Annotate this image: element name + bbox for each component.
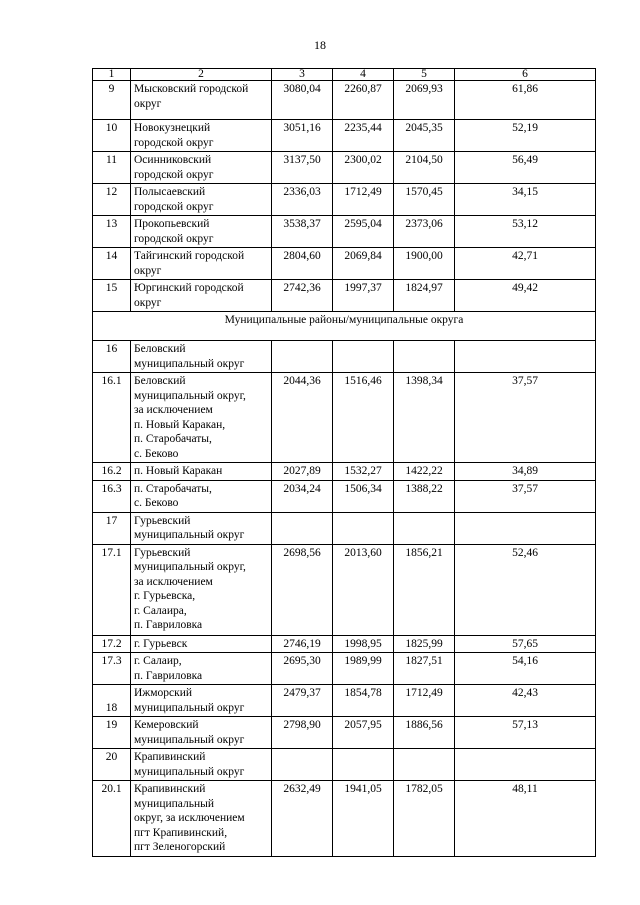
name-line: п. Старобачаты, bbox=[134, 433, 212, 445]
municipality-name-cell bbox=[131, 717, 272, 749]
municipality-name-cell bbox=[131, 216, 272, 248]
value-cell-col6: 57,13 bbox=[455, 717, 596, 749]
row-number-cell: 10 bbox=[93, 120, 131, 152]
value-cell-col6 bbox=[455, 749, 596, 781]
name-line: округ bbox=[134, 264, 162, 277]
name-line: Полысаевский bbox=[134, 186, 206, 198]
table-row bbox=[93, 749, 596, 781]
value-cell-col3 bbox=[272, 341, 333, 373]
name-line: муниципальный округ, bbox=[134, 561, 246, 573]
name-line: городской округ bbox=[134, 232, 214, 245]
name-line: г. Салаира, bbox=[134, 604, 187, 617]
value-cell-col4: 1532,27 bbox=[333, 463, 394, 481]
value-cell-col4: 2057,95 bbox=[333, 717, 394, 749]
name-line: муниципальный округ bbox=[134, 733, 245, 746]
value-cell-col3 bbox=[272, 512, 333, 544]
name-line: Крапивинский bbox=[134, 751, 206, 763]
value-cell-col5: 2069,93 bbox=[394, 81, 455, 120]
name-line: городской округ bbox=[134, 136, 214, 149]
value-cell-col6: 57,65 bbox=[455, 635, 596, 653]
municipality-name-cell bbox=[131, 480, 272, 512]
row-number-cell: 19 bbox=[93, 717, 131, 749]
value-cell-col3: 2044,36 bbox=[272, 373, 333, 463]
municipality-name-cell bbox=[131, 184, 272, 216]
municipality-name-cell bbox=[131, 373, 272, 463]
value-cell-col6: 34,89 bbox=[455, 463, 596, 481]
value-cell-col5: 2104,50 bbox=[394, 152, 455, 184]
value-cell-col4: 1998,95 bbox=[333, 635, 394, 653]
value-cell-col5: 1712,49 bbox=[394, 685, 455, 717]
municipality-name-cell bbox=[131, 248, 272, 280]
value-cell-col4: 2300,02 bbox=[333, 152, 394, 184]
name-line: п. Гавриловка bbox=[134, 619, 203, 631]
column-header: 1 bbox=[93, 69, 131, 81]
name-line: п. Новый Каракан bbox=[134, 465, 223, 477]
table-row bbox=[93, 463, 596, 481]
municipality-name-cell bbox=[131, 120, 272, 152]
row-number-cell: 16.3 bbox=[93, 480, 131, 512]
row-number-cell: 9 bbox=[93, 81, 131, 120]
value-cell-col4 bbox=[333, 512, 394, 544]
value-cell-col5: 1388,22 bbox=[394, 480, 455, 512]
value-cell-col3 bbox=[272, 749, 333, 781]
table-row bbox=[93, 280, 596, 312]
municipality-name-cell bbox=[131, 152, 272, 184]
value-cell-col3: 3051,16 bbox=[272, 120, 333, 152]
name-line: за исключением bbox=[134, 575, 213, 588]
row-number-cell: 17.2 bbox=[93, 635, 131, 653]
value-cell-col3: 2742,36 bbox=[272, 280, 333, 312]
name-line: городской округ bbox=[134, 200, 214, 213]
table-row bbox=[93, 373, 596, 463]
value-cell-col4: 2235,44 bbox=[333, 120, 394, 152]
row-number-cell: 17.1 bbox=[93, 544, 131, 635]
value-cell-col5: 1422,22 bbox=[394, 463, 455, 481]
value-cell-col5: 1398,34 bbox=[394, 373, 455, 463]
name-line: муниципальный округ bbox=[134, 765, 245, 778]
value-cell-col4: 1516,46 bbox=[333, 373, 394, 463]
value-cell-col5 bbox=[394, 341, 455, 373]
value-cell-col6: 56,49 bbox=[455, 152, 596, 184]
table-row bbox=[93, 480, 596, 512]
row-number-cell: 16.2 bbox=[93, 463, 131, 481]
municipality-name-cell bbox=[131, 280, 272, 312]
name-line: муниципальный округ bbox=[134, 357, 245, 370]
name-line: Ижморский bbox=[134, 687, 193, 699]
name-line: п. Старобачаты, bbox=[134, 482, 212, 495]
header-row bbox=[93, 69, 596, 81]
value-cell-col4 bbox=[333, 341, 394, 373]
name-line: Гурьевский bbox=[134, 514, 191, 527]
row-number-cell: 20 bbox=[93, 749, 131, 781]
name-line: п. Новый Каракан, bbox=[134, 418, 226, 431]
name-line: городской округ bbox=[134, 168, 214, 181]
value-cell-col6: 53,12 bbox=[455, 216, 596, 248]
table-row bbox=[93, 120, 596, 152]
name-line: Гурьевский bbox=[134, 546, 191, 559]
name-line: округ bbox=[134, 97, 162, 110]
name-line: с. Беково bbox=[134, 497, 179, 509]
value-cell-col3: 2698,56 bbox=[272, 544, 333, 635]
name-line: Прокопьевский bbox=[134, 218, 210, 230]
row-number-cell: 17 bbox=[93, 512, 131, 544]
name-line: Беловский bbox=[134, 343, 186, 355]
section-title: Муниципальные районы/муниципальные округа bbox=[93, 312, 596, 341]
table-row bbox=[93, 653, 596, 685]
value-cell-col4: 1506,34 bbox=[333, 480, 394, 512]
name-line: округ, за исключением bbox=[134, 812, 245, 824]
value-cell-col6 bbox=[455, 341, 596, 373]
row-number-cell: 20.1 bbox=[93, 781, 131, 857]
name-line: муниципальный округ bbox=[134, 701, 245, 714]
municipality-name-cell bbox=[131, 635, 272, 653]
row-number-cell: 11 bbox=[93, 152, 131, 184]
name-line: муниципальный округ bbox=[134, 529, 245, 541]
name-line: округ bbox=[134, 296, 162, 309]
table-row bbox=[93, 635, 596, 653]
value-cell-col6 bbox=[455, 512, 596, 544]
table-row bbox=[93, 216, 596, 248]
value-cell-col5: 2045,35 bbox=[394, 120, 455, 152]
name-line: Тайгинский городской bbox=[134, 250, 245, 262]
value-cell-col3: 3538,37 bbox=[272, 216, 333, 248]
row-number-cell: 12 bbox=[93, 184, 131, 216]
value-cell-col5: 2373,06 bbox=[394, 216, 455, 248]
municipality-name-cell bbox=[131, 781, 272, 857]
municipality-name-cell bbox=[131, 685, 272, 717]
name-line: п. Гавриловка bbox=[134, 669, 203, 682]
value-cell-col4: 2260,87 bbox=[333, 81, 394, 120]
value-cell-col5: 1825,99 bbox=[394, 635, 455, 653]
value-cell-col6: 34,15 bbox=[455, 184, 596, 216]
row-number-cell: 15 bbox=[93, 280, 131, 312]
column-header: 3 bbox=[272, 69, 333, 81]
value-cell-col6: 48,11 bbox=[455, 781, 596, 857]
value-cell-col3: 2695,30 bbox=[272, 653, 333, 685]
municipality-name-cell bbox=[131, 341, 272, 373]
column-header: 4 bbox=[333, 69, 394, 81]
name-line: муниципальный bbox=[134, 797, 215, 810]
value-cell-col3: 2027,89 bbox=[272, 463, 333, 481]
value-cell-col5: 1856,21 bbox=[394, 544, 455, 635]
municipality-name-cell bbox=[131, 512, 272, 544]
value-cell-col5 bbox=[394, 512, 455, 544]
row-number-cell: 16 bbox=[93, 341, 131, 373]
value-cell-col6: 61,86 bbox=[455, 81, 596, 120]
name-line: г. Гурьевск bbox=[134, 637, 188, 650]
name-line: за исключением bbox=[134, 404, 213, 416]
name-line: Кемеровский bbox=[134, 719, 199, 731]
value-cell-col3: 2034,24 bbox=[272, 480, 333, 512]
value-cell-col5: 1900,00 bbox=[394, 248, 455, 280]
name-line: г. Салаир, bbox=[134, 655, 182, 667]
municipality-name-cell bbox=[131, 544, 272, 635]
value-cell-col4 bbox=[333, 749, 394, 781]
name-line: Беловский bbox=[134, 375, 186, 387]
value-cell-col4: 1997,37 bbox=[333, 280, 394, 312]
row-number-cell: 13 bbox=[93, 216, 131, 248]
value-cell-col6: 42,43 bbox=[455, 685, 596, 717]
value-cell-col6: 49,42 bbox=[455, 280, 596, 312]
value-cell-col6: 52,46 bbox=[455, 544, 596, 635]
name-line: Мысковский городской bbox=[134, 83, 249, 95]
value-cell-col3: 2746,19 bbox=[272, 635, 333, 653]
name-line: Юргинский городской bbox=[134, 282, 244, 294]
table-row bbox=[93, 152, 596, 184]
table-row bbox=[93, 184, 596, 216]
tariff-table bbox=[92, 68, 596, 857]
value-cell-col5 bbox=[394, 749, 455, 781]
value-cell-col3: 2632,49 bbox=[272, 781, 333, 857]
value-cell-col4: 1712,49 bbox=[333, 184, 394, 216]
table-row bbox=[93, 685, 596, 717]
table-row bbox=[93, 544, 596, 635]
municipality-name-cell bbox=[131, 81, 272, 120]
value-cell-col6: 37,57 bbox=[455, 480, 596, 512]
value-cell-col4: 2069,84 bbox=[333, 248, 394, 280]
value-cell-col3: 2798,90 bbox=[272, 717, 333, 749]
value-cell-col4: 1941,05 bbox=[333, 781, 394, 857]
value-cell-col5: 1824,97 bbox=[394, 280, 455, 312]
value-cell-col3: 2804,60 bbox=[272, 248, 333, 280]
name-line: с. Беково bbox=[134, 447, 179, 460]
page-number: 18 bbox=[314, 38, 326, 52]
value-cell-col4: 1854,78 bbox=[333, 685, 394, 717]
value-cell-col5: 1570,45 bbox=[394, 184, 455, 216]
value-cell-col6: 42,71 bbox=[455, 248, 596, 280]
value-cell-col5: 1827,51 bbox=[394, 653, 455, 685]
value-cell-col3: 2336,03 bbox=[272, 184, 333, 216]
name-line: муниципальный округ, bbox=[134, 389, 246, 402]
value-cell-col4: 2595,04 bbox=[333, 216, 394, 248]
value-cell-col6: 54,16 bbox=[455, 653, 596, 685]
table-row bbox=[93, 781, 596, 857]
table-row bbox=[93, 341, 596, 373]
value-cell-col3: 3137,50 bbox=[272, 152, 333, 184]
name-line: пгт Зеленогорский bbox=[134, 841, 226, 853]
table-row bbox=[93, 248, 596, 280]
name-line: Крапивинский bbox=[134, 783, 206, 795]
table-row bbox=[93, 512, 596, 544]
row-number-cell: 18 bbox=[93, 685, 131, 717]
section-row bbox=[93, 312, 596, 341]
value-cell-col4: 2013,60 bbox=[333, 544, 394, 635]
row-number-cell: 16.1 bbox=[93, 373, 131, 463]
row-number-cell: 17.3 bbox=[93, 653, 131, 685]
value-cell-col3: 2479,37 bbox=[272, 685, 333, 717]
value-cell-col5: 1886,56 bbox=[394, 717, 455, 749]
name-line: Новокузнецкий bbox=[134, 122, 211, 134]
table-row bbox=[93, 717, 596, 749]
value-cell-col6: 37,57 bbox=[455, 373, 596, 463]
value-cell-col5: 1782,05 bbox=[394, 781, 455, 857]
name-line: пгт Крапивинский, bbox=[134, 826, 228, 839]
value-cell-col4: 1989,99 bbox=[333, 653, 394, 685]
value-cell-col6: 52,19 bbox=[455, 120, 596, 152]
column-header: 6 bbox=[455, 69, 596, 81]
table-row bbox=[93, 81, 596, 120]
value-cell-col3: 3080,04 bbox=[272, 81, 333, 120]
municipality-name-cell bbox=[131, 653, 272, 685]
column-header: 5 bbox=[394, 69, 455, 81]
name-line: г. Гурьевска, bbox=[134, 590, 196, 602]
municipality-name-cell bbox=[131, 749, 272, 781]
municipality-name-cell bbox=[131, 463, 272, 481]
row-number-cell: 14 bbox=[93, 248, 131, 280]
column-header: 2 bbox=[131, 69, 272, 81]
name-line: Осинниковский bbox=[134, 154, 212, 166]
